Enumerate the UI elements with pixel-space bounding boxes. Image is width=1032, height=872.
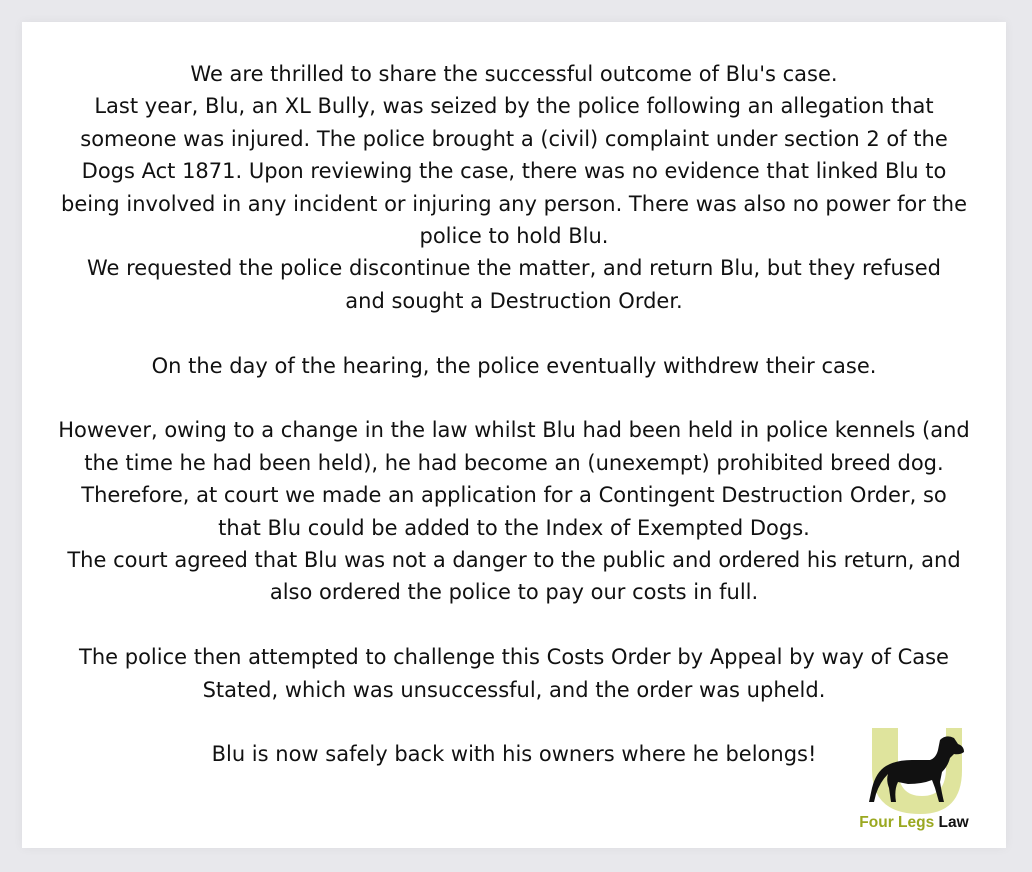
text-line: police to hold Blu.: [419, 224, 609, 249]
brand-name: [834, 814, 994, 832]
brand-name-part1: Four Legs: [859, 814, 935, 831]
text-line: Stated, which was unsuccessful, and the order was upheld.: [202, 677, 826, 702]
text-line: that Blu could be added to the Index of Exempted Dogs.: [218, 515, 810, 540]
text-line: being involved in any incident or injuring any person. There was also no power for the: [60, 191, 968, 216]
text-line: and sought a Destruction Order.: [345, 288, 683, 313]
text-line: The police then attempted to challenge this Costs Order by Appeal by way of Case: [79, 645, 949, 670]
four-legs-law-logo: [834, 722, 994, 842]
text-line: the time he had been held), he had become an (unexempt) prohibited breed dog.: [84, 450, 944, 475]
text-line: However, owing to a change in the law whilst Blu had been held in police kennels (and: [58, 418, 970, 443]
text-line: We requested the police discontinue the matter, and return Blu, but they refused: [86, 256, 941, 281]
paragraph-spacer: [22, 609, 1006, 641]
post-card: [22, 22, 1006, 848]
dog-silhouette-icon: [852, 722, 976, 818]
text-line: The court agreed that Blu was not a danger to the public and ordered his return, and: [67, 548, 961, 573]
text-line: also ordered the police to pay our costs in full.: [269, 580, 759, 605]
text-line: Dogs Act 1871. Upon reviewing the case, there was no evidence that linked Blu to: [81, 159, 947, 184]
text-line: Last year, Blu, an XL Bully, was seized by the police following an allegation that: [94, 94, 934, 119]
paragraph-spacer: [22, 317, 1006, 349]
post-text: [22, 58, 1006, 771]
text-line: On the day of the hearing, the police eventually withdrew their case.: [151, 353, 877, 378]
text-line: Therefore, at court we made an application for a Contingent Destruction Order, so: [81, 483, 947, 508]
text-line: We are thrilled to share the successful outcome of Blu's case.: [190, 62, 838, 86]
brand-name-part2: Law: [938, 814, 969, 831]
paragraph-spacer: [22, 382, 1006, 414]
text-line: Blu is now safely back with his owners where he belongs!: [211, 742, 817, 767]
text-line: someone was injured. The police brought a (civil) complaint under section 2 of the: [80, 126, 948, 151]
